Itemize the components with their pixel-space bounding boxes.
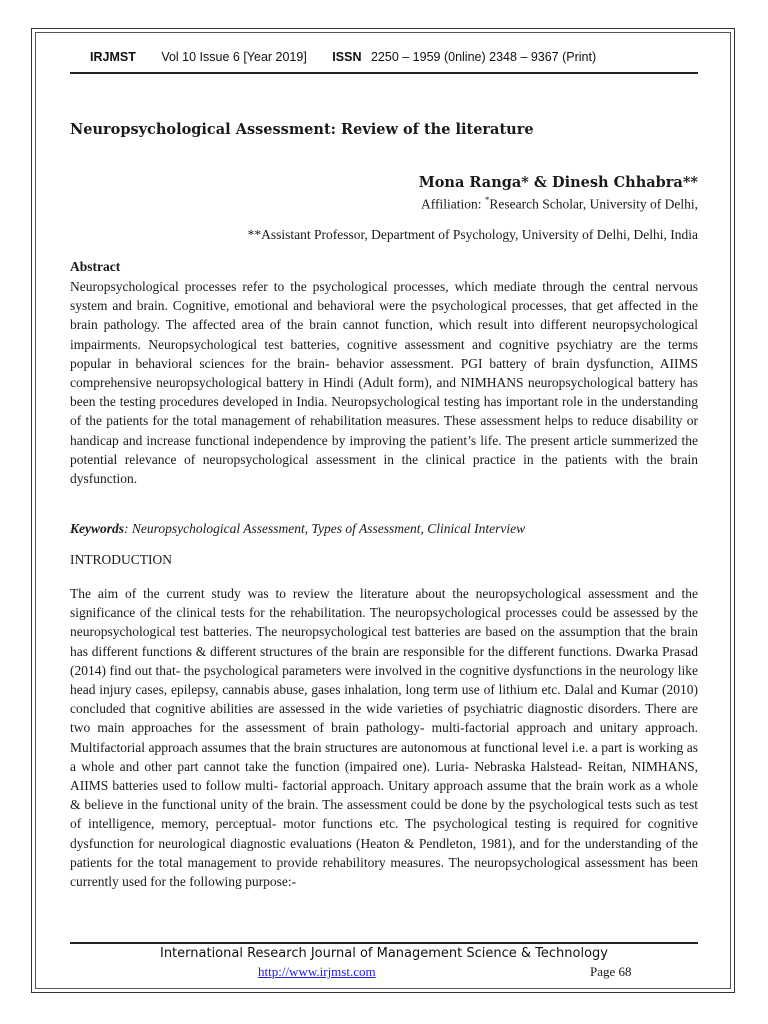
keywords-label: Keywords xyxy=(70,521,124,536)
introduction-text: The aim of the current study was to review the literature about the neuropsychological assessment and the significance of the clinical tests for the rehabilitation. The neuropsychological processes could be assessed by the neuropsychological test batteries. The neuropsychological test batteries are based on the assumption that the brain has different functions & different structures of the brain are responsible for the different functions. Dwarka Prasad (2014) find out that- the psychological parameters were involved in the cognitive dysfunctions in the neurology like head injury cases, epilepsy, cannabis abuse, gases inhalation, long term use of lithium etc. Dalal and Kumar (2010) concluded that cognitive abilities are assessed in the wide varieties of psychiatric diagnostic disorders. There are two main approaches for the assessment of brain pathology- multi-factorial approach and unitary approach. Multifactorial approach assumes that the brain structures are autonomous at functional level i.e. a part is working as a whole and other part cannot take the function (impaired one). Luria- Nebraska Halstead- Reitan, NIMHANS, AIIMS batteries used to follow multi- factorial approach. Unitary approach assume that the brain work as a whole & believe in the functional unity of the brain. The assessment could be done by the psychological tests such as test of intelligence, memory, perceptual- motor functions etc. The psychological testing is required for cognitive dysfunction for neurological diagnostic evaluations (Heaton & Pendleton, 1981), and for the understanding of the patients for the total management to provide rehabilitory measures. The neuropsychological assessment has been currently used for the following purpose:- xyxy=(70,586,698,890)
running-header xyxy=(90,50,690,64)
keywords xyxy=(70,521,698,537)
article-authors: Mona Ranga* & Dinesh Chhabra** xyxy=(418,174,698,191)
page-number: Page 68 xyxy=(590,964,632,979)
footer-rule xyxy=(70,942,698,944)
affiliation-1 xyxy=(300,195,698,213)
header-journal: IRJMST xyxy=(90,50,136,64)
affiliation-1-mark: * xyxy=(484,195,490,205)
affiliation-1-text: Research Scholar, University of Delhi, xyxy=(489,196,698,212)
abstract-text: Neuropsychological processes refer to the psychological processes, which mediate through the central nervous system and brain. Cognitive, emotional and behavioral were the psychological processes, that get affected in the brain pathology. The affected area of the brain cannot function, which result into different neuropsychological impairments. Neuropsychological test batteries, cognitive assessment and cognitive psychiatry are the terms popular in behavioral sciences for the brain- behavior assessment. PGI battery of brain dysfunction, AIIMS comprehensive neuropsychological battery in Hindi (Adult form), and NIMHANS neuropsychological battery has been the testing procedures developed in India. Neuropsychological testing has important role in the understanding of the patients for the total management of rehabilitation measures. These assessment helps to reduce disability or handicap and increase functional independence by improving the patient’s life. The present article summerized the potential relevance of neuropsychological assessment in the clinical practice in the patients with the brain dysfunction. xyxy=(70,279,698,487)
article-title: Neuropsychological Assessment: Review of the literature xyxy=(70,121,534,138)
affiliation-1-prefix: Affiliation: xyxy=(420,196,485,212)
header-rule xyxy=(70,72,698,74)
footer-journal: International Research Journal of Management Science & Technology xyxy=(159,946,608,961)
introduction-heading: INTRODUCTION xyxy=(70,552,172,567)
abstract-heading: Abstract xyxy=(70,259,121,274)
header-issn: 2250 – 1959 (0nline) 2348 – 9367 (Print) xyxy=(370,50,597,64)
header-volume: Vol 10 Issue 6 [Year 2019] xyxy=(161,50,307,64)
affiliation-2: **Assistant Professor, Department of Psychology, University of Delhi, Delhi, India xyxy=(247,227,698,242)
footer-url-link[interactable]: http://www.irjmst.com xyxy=(258,964,376,979)
keywords-text: : Neuropsychological Assessment, Types of Assessment, Clinical Interview xyxy=(124,521,526,536)
header-issn-label: ISSN xyxy=(332,50,362,64)
